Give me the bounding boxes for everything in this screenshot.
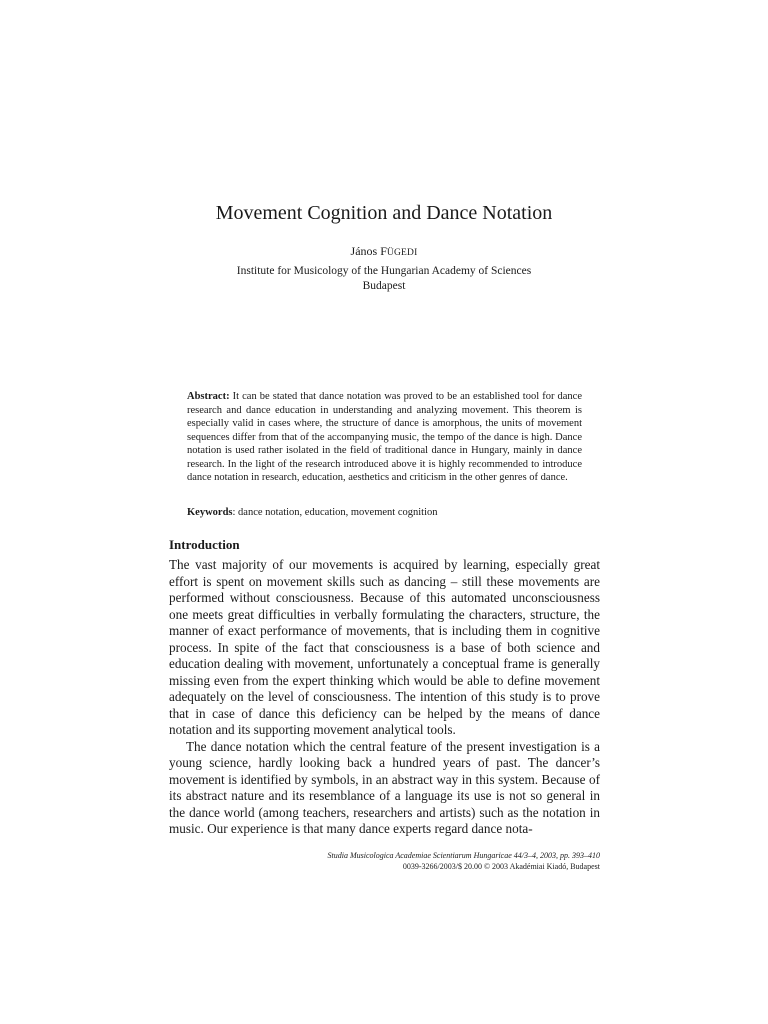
- footer-issn-copyright: 0039-3266/2003/$ 20.00 © 2003 Akadémiai Kiadó, Budapest: [402, 862, 600, 871]
- author-last-name: [380, 244, 417, 258]
- abstract-label: Abstract:: [187, 391, 230, 402]
- abstract: [187, 390, 582, 485]
- keywords-label: Keywords: [187, 507, 233, 518]
- keywords-text: : dance notation, education, movement cognition: [232, 507, 438, 518]
- author-name: [0, 243, 768, 261]
- author-last-initial: F: [380, 244, 387, 258]
- footer-journal-citation: Studia Musicologica Academiae Scientiarum Hungaricae 44/3–4, 2003, pp. 393–410: [327, 851, 600, 860]
- paper-title: Movement Cognition and Dance Notation: [215, 202, 553, 224]
- paragraph-1: The vast majority of our movements is acquired by learning, especially great effort is spent on movement skills such as dancing – still these movements are performed without consciousness. Because of this automated unconsciousness one meets great difficulties in verbally formulating the characters, structure, the manner of exact performance of movements, that is including them in cognitive process. In spite of the fact that consciousness is a base of both science and education dealing with movement, unfortunately a conceptual frame is generally missing even from the expert thinking which would be able to define movement adequately on the level of consciousness. The intention of this study is to prove that in case of dance this deficiency can be helped by the means of dance notation and its supporting movement analytical tools.: [169, 557, 600, 737]
- author-last-rest: ÜGEDI: [386, 248, 418, 258]
- introduction-body: [169, 557, 600, 838]
- section-heading-introduction: Introduction: [169, 537, 240, 552]
- page-footer: [328, 850, 600, 872]
- keywords: [187, 506, 582, 520]
- author-first-name: János: [350, 244, 378, 258]
- affiliation-institute: Institute for Musicology of the Hungarian Academy of Sciences: [236, 265, 532, 277]
- affiliation: [0, 264, 768, 294]
- affiliation-city: Budapest: [362, 280, 406, 292]
- abstract-text: It can be stated that dance notation was proved to be an established tool for dance research and dance education in understanding and analyzing movement. This theorem is especially valid in cases where, the structure of dance is amorphous, the units of movement sequences differ from that of the accompanying music, the tempo of the dance is high. Dance notation is used rather isolated in the field of traditional dance in Hungary, mainly in dance research. In the light of the research introduced above it is highly recommended to introduce dance notation in research, education, aesthetics and criticism in the other genres of dance.: [187, 391, 582, 483]
- paragraph-2: The dance notation which the central feature of the present investigation is a young science, hardly looking back a hundred years of past. The dancer’s movement is identified by symbols, in an abstract way in this system. Because of its abstract nature and its resemblance of a language its use is not so general in the dance world (among teachers, researchers and artists) such as the notation in music. Our experience is that many dance experts regard dance nota-: [169, 738, 600, 836]
